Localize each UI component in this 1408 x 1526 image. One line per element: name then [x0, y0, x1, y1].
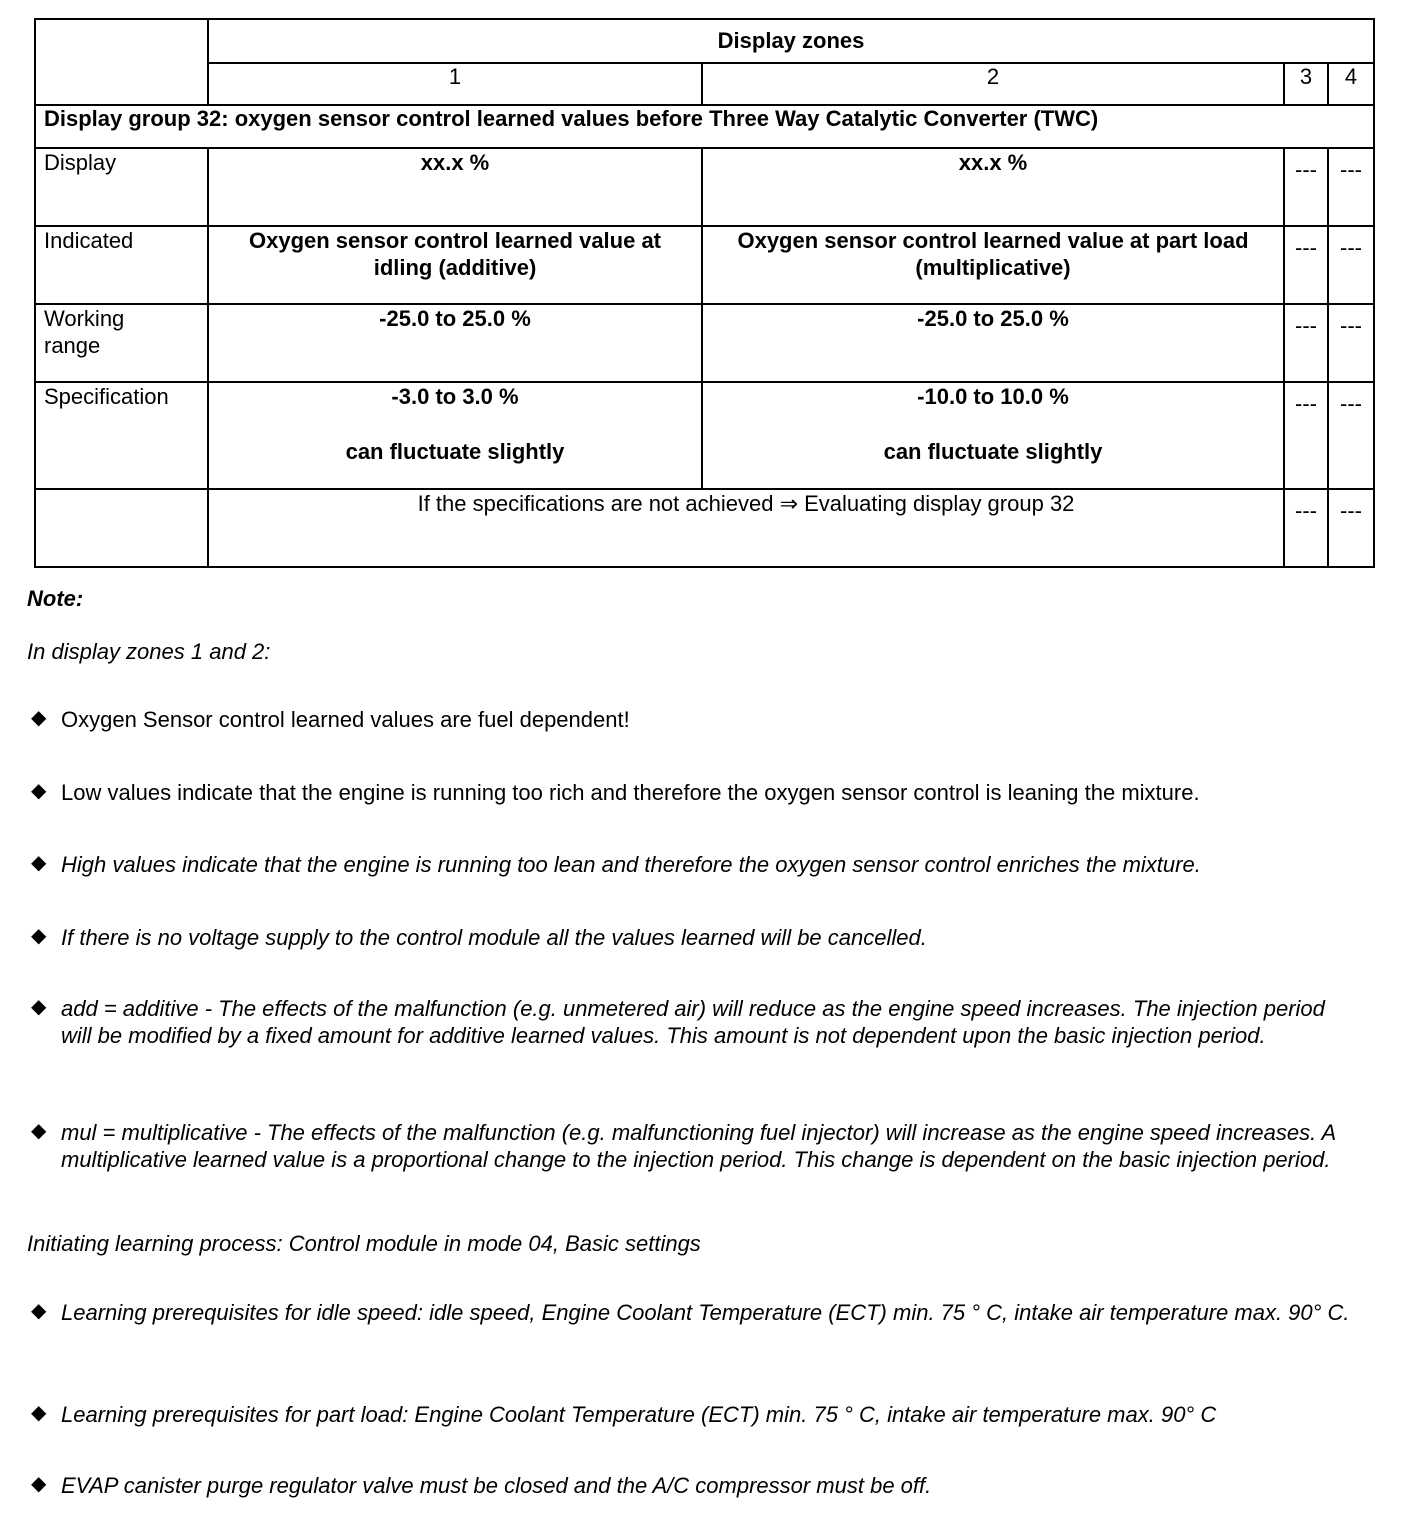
- zone-3-header: 3: [1284, 63, 1328, 105]
- display-group-title: Display group 32: oxygen sensor control learned values before Three Way Catalytic Converter (TWC): [35, 105, 1374, 148]
- indicated-zone2-value: Oxygen sensor control learned value at part load (multiplicative): [702, 226, 1284, 304]
- display-zones-header: Display zones: [208, 19, 1374, 63]
- list-item: ◆ High values indicate that the engine is running too lean and therefore the oxygen sensor control enriches the mixture.: [31, 852, 1201, 877]
- list-item: ◆ Low values indicate that the engine is running too rich and therefore the oxygen sensor control is leaning the mixture.: [31, 780, 1200, 805]
- table-row-specification: [35, 382, 1374, 489]
- zone-4-header: 4: [1328, 63, 1374, 105]
- diamond-bullet-icon: ◆: [31, 1120, 47, 1142]
- spec-zone3-value: ---: [1284, 382, 1328, 489]
- list-item: ◆ Learning prerequisites for part load: Engine Coolant Temperature (ECT) min. 75 ° C, intake air temperature max. 90° C: [31, 1402, 1217, 1427]
- display-zone4-value: ---: [1328, 148, 1374, 226]
- list-item: ◆ EVAP canister purge regulator valve must be closed and the A/C compressor must be off.: [31, 1473, 932, 1498]
- diamond-bullet-icon: ◆: [31, 852, 47, 874]
- spec-zone2-value: -10.0 to 10.0 %: [917, 384, 1069, 409]
- diamond-bullet-icon: ◆: [31, 1300, 47, 1322]
- note-intro: In display zones 1 and 2:: [27, 639, 271, 664]
- diamond-bullet-icon: ◆: [31, 925, 47, 947]
- spec-zone1-note: can fluctuate slightly: [345, 439, 565, 464]
- list-item: ◆ add = additive - The effects of the malfunction (e.g. unmetered air) will reduce as the engine speed increases. The injection period will be modified by a fixed amount for additive learned values. This amount is not dependent upon the basic injection period.: [31, 996, 1325, 1048]
- evaluation-link[interactable]: If the specifications are not achieved ⇒ Evaluating display group 32: [208, 489, 1284, 567]
- diamond-bullet-icon: ◆: [31, 1473, 47, 1495]
- row-label-specification: Specification: [35, 382, 208, 489]
- diamond-bullet-icon: ◆: [31, 707, 47, 729]
- empty-corner-cell: [35, 19, 208, 105]
- spec-zone1-cell: [208, 382, 702, 489]
- row-label-indicated: Indicated: [35, 226, 208, 304]
- display-zone3-value: ---: [1284, 148, 1328, 226]
- spec-zone4-value: ---: [1328, 382, 1374, 489]
- indicated-zone3-value: ---: [1284, 226, 1328, 304]
- indicated-zone1-value: Oxygen sensor control learned value at idling (additive): [208, 226, 702, 304]
- final-zone4-value: ---: [1328, 489, 1374, 567]
- working-zone4-value: ---: [1328, 304, 1374, 382]
- display-group-table: [34, 18, 1375, 568]
- list-item: ◆ Learning prerequisites for idle speed: idle speed, Engine Coolant Temperature (ECT) min. 75 ° C, intake air temperature max. 90° C.: [31, 1300, 1350, 1325]
- indicated-zone4-value: ---: [1328, 226, 1374, 304]
- working-zone3-value: ---: [1284, 304, 1328, 382]
- diamond-bullet-icon: ◆: [31, 996, 47, 1018]
- working-zone1-value: -25.0 to 25.0 %: [208, 304, 702, 382]
- spec-zone2-cell: [702, 382, 1284, 489]
- zone-1-header: 1: [208, 63, 702, 105]
- spec-zone1-value: -3.0 to 3.0 %: [391, 384, 519, 409]
- spec-zone2-note: can fluctuate slightly: [883, 439, 1103, 464]
- display-zone2-value: xx.x %: [702, 148, 1284, 226]
- list-item: ◆ Oxygen Sensor control learned values are fuel dependent!: [31, 707, 630, 732]
- row-label-working-range: Working range: [35, 304, 208, 382]
- diamond-bullet-icon: ◆: [31, 1402, 47, 1424]
- note-title: Note:: [27, 586, 84, 611]
- learning-intro: Initiating learning process: Control module in mode 04, Basic settings: [27, 1231, 701, 1256]
- table-row-working-range: [35, 304, 1374, 382]
- table-row-indicated: [35, 226, 1374, 304]
- empty-label-cell: [35, 489, 208, 567]
- table-row-evaluation: [35, 489, 1374, 567]
- zone-2-header: 2: [702, 63, 1284, 105]
- table-row-display: [35, 148, 1374, 226]
- list-item: ◆ mul = multiplicative - The effects of the malfunction (e.g. malfunctioning fuel injector) will increase as the engine speed increases. A multiplicative learned value is a proportional change to the injection period. This change is dependent on the basic injection period.: [31, 1120, 1336, 1172]
- display-zone1-value: xx.x %: [208, 148, 702, 226]
- working-zone2-value: -25.0 to 25.0 %: [702, 304, 1284, 382]
- list-item: ◆ If there is no voltage supply to the control module all the values learned will be cancelled.: [31, 925, 927, 950]
- row-label-display: Display: [35, 148, 208, 226]
- diamond-bullet-icon: ◆: [31, 780, 47, 802]
- final-zone3-value: ---: [1284, 489, 1328, 567]
